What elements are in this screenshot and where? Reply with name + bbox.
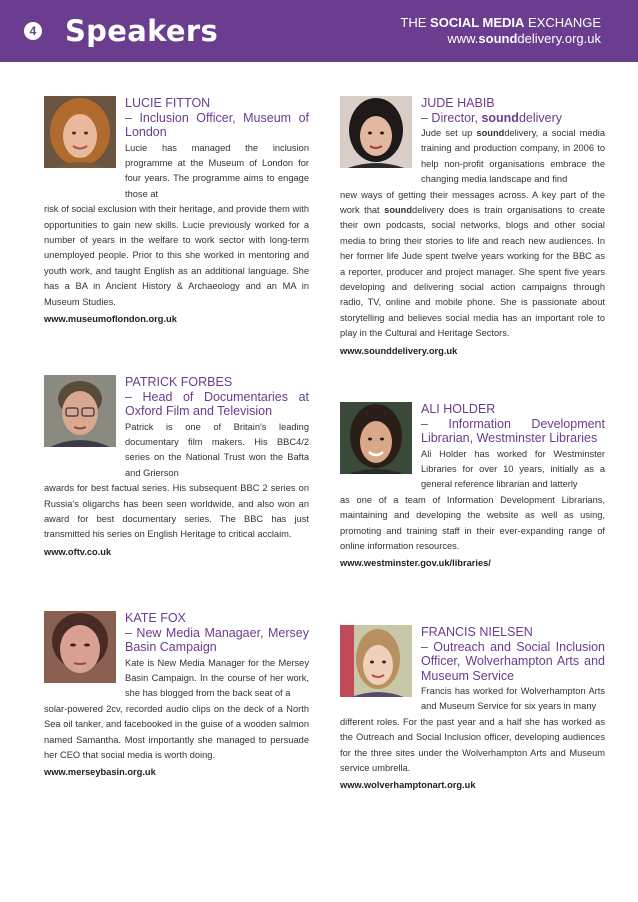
speaker-francis-nielsen	[340, 625, 605, 793]
speaker-name: PATRICK FORBES	[125, 375, 233, 389]
speaker-name: LUCIE FITTON	[125, 96, 211, 110]
speaker-role: – New Media Managaer, Mersey Basin Campaign	[125, 625, 309, 654]
speaker-role: – Director, sounddelivery	[421, 110, 563, 125]
speaker-bio: Kate is New Media Manager for the Mersey Basin Campaign. In the course of her work, she has blogged from the back seat of a solar-powered 2cv, recorded audio clips on the deck of a North Sea oil tanker, and facebooked in the guise of a wooden salmon named Samantha. Most importantly she managed to persuade her CEO that social media is worth doing.	[44, 657, 309, 760]
speaker-role: – Information Development Librarian, Westminster Libraries	[421, 416, 605, 445]
speaker-photo	[340, 402, 412, 474]
speaker-bio: Jude set up sounddelivery, a social media training and production company, in 2006 to help non-profit organisations embrace the changing media landscape and find new ways of getting their messages across. A key part of the work that sounddelivery does is train organisations to create their own podcasts, social networks, blogs and other social media to bring their stories to life and reach new audiences. In her former life Jude spent twelve years working for the BBC as a reporter, producer and project manager. She spent five years developing and delivering social action campaigns through radio, TV, online and mobile phone. She is passionate about storytelling and believes social media has an important role to play in the Cultural and Heritage Sectors.	[340, 128, 606, 339]
page-number: 4	[24, 22, 42, 40]
speaker-photo	[44, 375, 116, 447]
speaker-name: ALI HOLDER	[421, 402, 496, 416]
speaker-photo	[44, 611, 116, 683]
speaker-photo	[44, 96, 116, 168]
speaker-url[interactable]: www.oftv.co.uk	[44, 546, 112, 557]
speaker-role: – Head of Documentaries at Oxford Film and Television	[125, 389, 309, 418]
speaker-jude-habib	[340, 96, 605, 359]
speaker-ali-holder	[340, 402, 605, 571]
speaker-kate-fox	[44, 611, 309, 780]
page-header	[0, 0, 638, 62]
speaker-url[interactable]: www.westminster.gov.uk/libraries/	[340, 558, 491, 569]
speaker-bio: Lucie has managed the inclusion programme at the Museum of London for four years. The programme aims to engage those at risk of social exclusion with their heritage, and provide them with opportunities to gain new skills. Lucie previously worked for a number of years in the welfare to work sector with long-term unemployed people. Prior to this she worked in mentoring and youth work, and taught English as an additional language. She has a BA in Ancient History & Archaeology and an MA in Museum Studies.	[44, 142, 309, 307]
speaker-url[interactable]: www.sounddelivery.org.uk	[340, 345, 458, 356]
speaker-photo	[340, 96, 412, 168]
speaker-bio: Patrick is one of Britain's leading documentary film makers. His BBC4/2 series on the National Trust won the Bafta and Grierson awards for best factual series. His subsequent BBC 2 series on Russia's oligarchs has been seen worldwide, and also won an award for best documentary series. The BBC has just transmitted his series on English Heritage to critical acclaim.	[44, 421, 309, 540]
speaker-lucie-fitton	[44, 96, 309, 327]
speaker-name: FRANCIS NIELSEN	[421, 625, 533, 639]
brand-block	[400, 15, 601, 47]
speaker-bio: Ali Holder has worked for Westminster Libraries for over 10 years, initially as a general reference librarian and latterly as one of a team of Information Development Librarians, maintaining and developing the website as well as using, promoting and training staff in their ever-expanding range of online information resources.	[340, 448, 605, 551]
speaker-url[interactable]: www.wolverhamptonart.org.uk	[340, 780, 476, 791]
speaker-photo	[340, 625, 412, 697]
speaker-name: KATE FOX	[125, 611, 186, 625]
speaker-role: – Outreach and Social Inclusion Officer, Wolverhampton Arts and Museum Service	[421, 639, 605, 683]
speaker-role: – Inclusion Officer, Museum of London	[125, 110, 309, 139]
speaker-patrick-forbes	[44, 375, 309, 560]
brand-name: THE SOCIAL MEDIA EXCHANGE	[400, 15, 601, 30]
speaker-name: JUDE HABIB	[421, 96, 495, 110]
speaker-url[interactable]: www.museumoflondon.org.uk	[44, 313, 177, 324]
page-title: Speakers	[65, 14, 219, 48]
speaker-url[interactable]: www.merseybasin.org.uk	[44, 767, 156, 778]
speaker-bio: Francis has worked for Wolverhampton Arts and Museum Service for six years in many different roles. For the past year and a half she has worked as the Outreach and Social Inclusion officer, developing audiences for the three sites under the Wolverhampton Arts and Museum service umbrella.	[340, 686, 605, 774]
brand-url[interactable]: www.sounddelivery.org.uk	[447, 31, 601, 46]
